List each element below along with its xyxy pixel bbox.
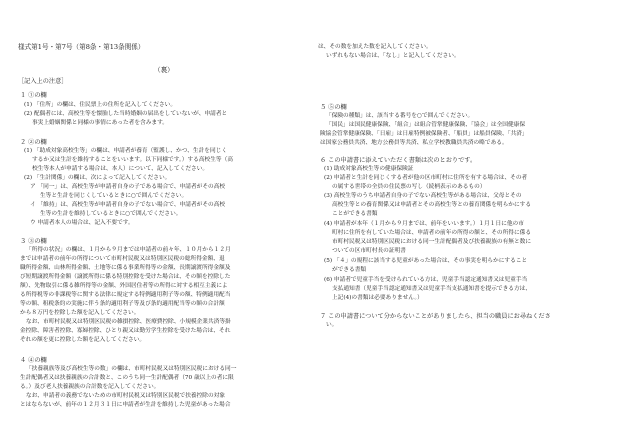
reverse-label: （裏） <box>154 66 174 74</box>
section-3-heading: ３ ③の欄 <box>20 238 47 245</box>
section-6-item-3-cont: 高校生等との養育関係又は申請者とその高校生等との養育関係を明らかにする <box>332 202 532 208</box>
section-2-item-1-cont: するか又は生計を維持することをいいます。以下同様です。）する高校生等（高 <box>32 157 233 163</box>
section-6-item-3: (3) 高校生等のうち申請者自身の子でない高校生等がある場合は、父母とその <box>324 193 522 199</box>
section-6-item-5: (5) 「４」の規程に該当する児童があった場合は、その事実を明らかにすること <box>324 258 528 264</box>
section-6-item-5-cont: ができる書類 <box>332 267 367 273</box>
section-2-item-1: (1) 「助成対象高校生等」の欄は、申請者が養育（監護し、かつ、生計を同じく <box>24 148 228 154</box>
section-4-line-5: とはならないが、前年の１２月３１日に申請者が生計を維持した児童があった場合 <box>20 402 231 408</box>
section-3-line-8: から８万円を控除した額を記入してください。 <box>20 310 140 316</box>
section-4-line-4: なお、申請者の義務でないための市町村民税又は特別区民税で扶養控除の対象 <box>26 393 226 399</box>
section-3-line-4: び短期譲渡所得金額（譲渡所得に係る特別控除を受けた場合は、その額を控除した <box>20 274 231 280</box>
section-5-line-2: 「国民」は国民健康保険、「組合」は組合管掌健康保険、「協会」は全国健康保 <box>326 122 526 128</box>
section-3-line-6: る所得税等の非課税等に関する法律に規定する特例適用利子等の額、特例適用配当 <box>20 292 231 298</box>
section-3-line-3: 職所得金額、山林所得金額、土地等に係る事業所得等の金額、長期譲渡所得金額及 <box>20 265 231 271</box>
section-6-item-4-cont: 町村に住所を有していた場合は、申請者の前年の所得の額と、その所得に係る <box>332 230 532 236</box>
section-2-item-2: (2) 「生計関係」の欄は、次によって記入してください。 <box>24 175 171 181</box>
section-6-item-2-cont: の属する世帯の全員の住民票の写し（続柄表示のあるもの） <box>332 184 486 190</box>
section-6-item-4-cont2: 市町村民税又は特別区民税における同一生計配偶者及び扶養親族の有無と数に <box>332 239 532 245</box>
section-4-line-3: る。）及び老人扶養親族の合計数を記入してください。 <box>20 384 160 390</box>
section-2-sub-a-cont: 生等と生計を同じくしているときに○で囲んでください。 <box>40 193 188 199</box>
section-3-line-2: までは申請者の前年の所得について市町村民税又は特別区民税の総所得金額、退 <box>20 256 225 262</box>
form-title: 様式第1号・第7号（第8条・第13条関係） <box>18 43 145 51</box>
section-4-heading: ４ ④の欄 <box>20 357 47 364</box>
section-2-sub-c: ウ 申請者本人の場合は、記入不要です。 <box>30 220 134 226</box>
section-4-cont-line-1: は、その数を加えた数を記入してください。 <box>318 44 432 50</box>
section-7-text-cont: い。 <box>326 322 338 328</box>
section-5-line-3: 険協会管掌健康保険、「日雇」は日雇特例被保険者、「船員」は船員保険、「共済」 <box>320 131 528 137</box>
section-6-item-6-cont: 支払通知書（児童手当認定通知書又は児童手当支払通知書を提示できる方は、 <box>332 286 532 292</box>
section-4-line-1: 「扶養親族等及び高校生等の数」の欄は、市町村民税又は特別区民税における同一 <box>26 366 237 372</box>
section-3-line-9: なお、市町村民税又は特別区民税の雑損控除、医療費控除、小規模企業共済等掛 <box>26 319 231 325</box>
section-4-line-2: 生計配偶者又は扶養親族の合計数と、このうち同一生計配偶者（70 歳以上の者に限 <box>20 375 234 381</box>
section-6-item-4: (4) 申請者が本年（１月から９月までは、前年をいいます。）１月１日に他の市 <box>324 221 524 227</box>
section-4-cont-line-2: いずれもない場合は、「なし」と記入してください。 <box>326 53 460 59</box>
section-6-item-1: (1) 助成対象高校生等の健康保険証 <box>324 166 414 172</box>
section-7-text: ７ この申請書について分からないことがありましたら、担当の職員にお尋ねくださ <box>320 313 551 320</box>
section-6-item-3-cont2: ことができる書類 <box>332 211 378 217</box>
section-2-sub-b-cont: 生等の生計を維持しているときに○で囲んでください。 <box>40 211 182 217</box>
section-3-line-1: 「所得の状況」の欄は、１月から９月までは申請者の前々年、１０月から１２月 <box>26 247 231 253</box>
section-2-heading: ２ ②の欄 <box>20 139 47 146</box>
section-6-item-6-cont2: 上記(4)の書類は必要ありません。） <box>332 295 423 301</box>
section-6-heading: ６ この申請書に添えていただく書類は次のとおりです。 <box>320 157 477 164</box>
section-1-item-2-cont: 事実上婚姻関係と同様の事情にあった者を含みます。 <box>32 120 168 126</box>
section-5-line-4: は国家公務員共済、地方公務員等共済、私立学校教職員共済の略である。 <box>320 140 508 146</box>
section-1-heading: １ ①の欄 <box>20 92 47 99</box>
section-3-line-11: ぞれの額を更に控除した額を記入してください。 <box>20 337 146 343</box>
section-3-line-7: 等の額、租税条約の実施に伴う条約適用利子等及び条約適用配当等の額の合計額 <box>20 301 225 307</box>
section-6-item-4-cont3: ついての区市町村長の証明書 <box>332 248 406 254</box>
section-5-line-1: 「保険の種類」は、該当する番号を○で囲んでください。 <box>326 113 474 119</box>
section-3-line-5: 額）、先物取引に係る雑所得等の金額、外国居住者等の所得に対する相互主義によ <box>20 283 228 289</box>
notes-title: ［記入上の注意］ <box>18 78 68 85</box>
section-1-item-2: (2) 配偶者には、高校生等を懐胎した当時婚姻の届出をしていないが、申請者と <box>24 111 228 117</box>
section-6-item-6: (6) 申請者で児童手当を受けられている方は、児童手当認定通知書又は児童手当 <box>324 277 528 283</box>
section-2-sub-a: ア 「同一」は、高校生等が申請者自身の子である場合で、申請者がその高校 <box>30 184 226 190</box>
section-1-item-1: (1) 「住所」の欄は、住民票上の住所を記入してください。 <box>24 102 177 108</box>
section-5-heading: ５ ⑤の欄 <box>320 104 347 111</box>
section-3-line-10: 金控除、障害者控除、寡婦控除、ひとり親又は勤労学生控除を受けた場合は、それ <box>20 328 231 334</box>
section-2-sub-b: イ 「維持」は、高校生等が申請者自身の子でない場合で、申請者がその高校 <box>30 202 226 208</box>
section-2-item-1-cont2: 校生等本人が申請する場合は、本人）について、記入してください。 <box>32 166 209 172</box>
section-6-item-2: (2) 申請者と生計を同じくする者が他の区市町村に住所を有する場合は、その者 <box>324 175 528 181</box>
